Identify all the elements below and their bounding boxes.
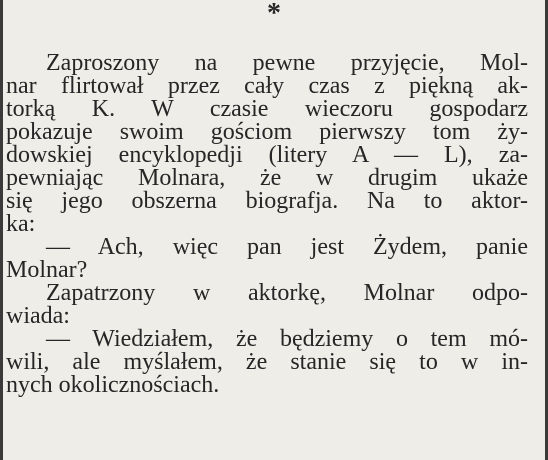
text-line: dowskiej encyklopedji (litery A — L), za- (6, 142, 528, 168)
text-line: — Wiedziałem, że będziemy o tem mó- (46, 326, 528, 352)
text-line: nych okolicznościach. (6, 372, 220, 398)
text-line: ka: (6, 211, 36, 237)
text-line: pokazuje swoim gościom pierwszy tom ży- (6, 119, 528, 145)
text-line: Molnar? (6, 257, 88, 283)
text-line: torką K. W czasie wieczoru gospodarz (6, 96, 528, 122)
text-line: nar flirtował przez cały czas z piękną ak- (6, 73, 528, 99)
text-line: pewniając Molnara, że w drugim ukaże (6, 165, 528, 191)
text-line: wili, ale myślałem, że stanie się to w in- (6, 349, 528, 375)
text-line: wiada: (6, 303, 70, 329)
section-separator: * (267, 0, 281, 29)
text-line: się jego obszerna biografja. Na to aktor- (6, 188, 528, 214)
anecdote-article (6, 52, 528, 397)
text-line: Zapatrzony w aktorkę, Molnar odpo- (46, 280, 528, 306)
text-line: Zaproszony na pewne przyjęcie, Mol- (46, 50, 528, 76)
text-line: — Ach, więc pan jest Żydem, panie (46, 234, 528, 260)
